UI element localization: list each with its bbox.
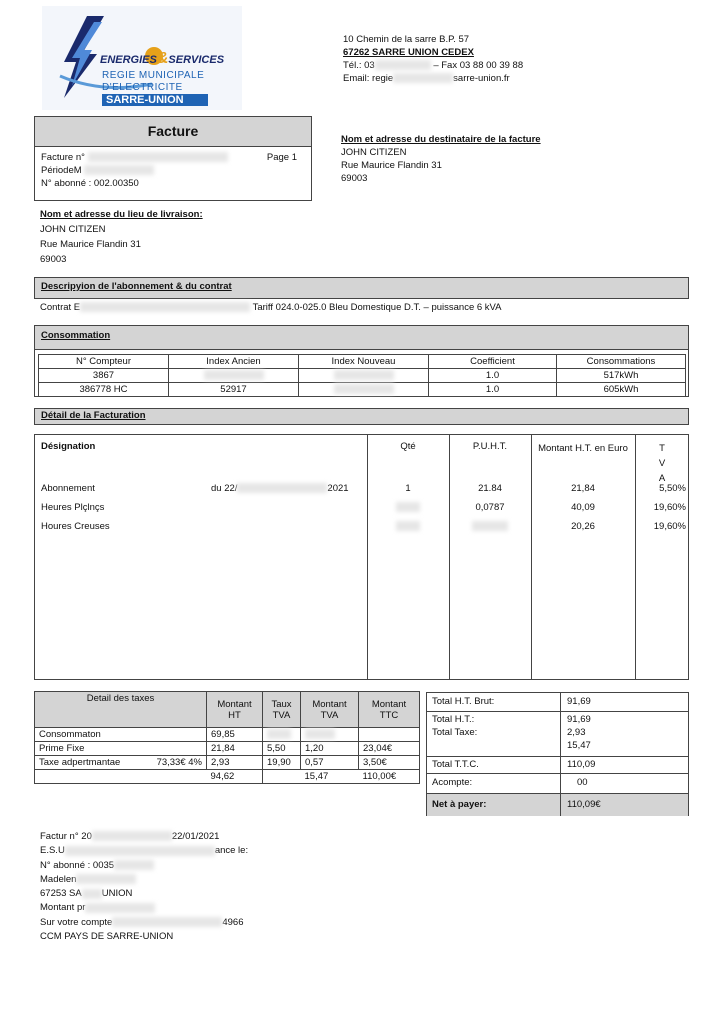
table-cell: 1.0 — [429, 383, 557, 397]
tax-ht: 21,84 — [207, 742, 263, 756]
tax-tva — [301, 728, 359, 742]
table-cell: 1.0 — [429, 369, 557, 383]
table-cell: 517kWh — [557, 369, 686, 383]
net-value: 110,09€ — [567, 799, 601, 810]
tax-label: Total Taxe: — [432, 727, 478, 738]
billing-heading: Détail de la Facturation — [34, 408, 689, 425]
invoice-info-box — [34, 116, 312, 201]
acompte-label: Acompte: — [432, 777, 473, 788]
billing-col-qte: Qté — [400, 441, 416, 452]
billing-col-puht: P.U.H.T. — [472, 441, 508, 452]
tax-header-row — [35, 692, 420, 728]
row-puht: 21.84 — [478, 483, 502, 494]
consumption-section — [34, 325, 689, 397]
tax-rate: 5,50 — [263, 742, 301, 756]
logo-amp: & — [156, 50, 169, 67]
tva-value: 15,47 — [567, 740, 591, 751]
table-cell — [299, 369, 429, 383]
subscriber-number: N° abonné : 002.00350 — [41, 178, 139, 189]
company-logo — [42, 6, 242, 110]
contract-heading: Descripyion de l'abonnement & du contrat — [34, 277, 689, 299]
row-montant: 21,84 — [571, 483, 595, 494]
consumption-table — [38, 354, 686, 397]
ttc-label: Total T.T.C. — [432, 759, 479, 770]
acompte-value: 00 — [577, 777, 588, 788]
row-label: Abonnement — [41, 483, 95, 494]
table-cell: 52917 — [169, 383, 299, 397]
billing-col-designation: Désignation — [41, 441, 96, 452]
slip-name: Madelen — [40, 873, 248, 887]
tax-label: Taxe adpertmantae 73,33€ 4% — [35, 756, 207, 770]
row-label: Heures Plçlnçs — [41, 502, 105, 513]
logo-line1: ENERGIES — [100, 54, 157, 66]
billing-col-montant: Montant H.T. en Euro — [538, 443, 628, 454]
ttc-value: 110,09 — [567, 759, 596, 770]
ht-value: 91,69 — [567, 714, 591, 725]
billing-col-tva: T V A — [658, 443, 666, 484]
page-number: Page 1 — [266, 152, 297, 163]
table-cell: 3867 — [39, 369, 169, 383]
delivery-heading: Nom et adresse du lieu de livraison: — [40, 209, 203, 220]
brut-value: 91,69 — [567, 696, 591, 707]
table-row — [39, 369, 686, 383]
tax-total-tva: 15,47 — [301, 770, 359, 784]
col-header: Index Nouveau — [299, 355, 429, 369]
tax-ttc: 3,50€ — [359, 756, 420, 770]
invoice-number: Facture n° — [41, 151, 305, 164]
consumption-header-row — [39, 355, 686, 369]
slip-amount: Montant pr — [40, 901, 248, 915]
tax-ht: 69,85 — [207, 728, 263, 742]
col-header: Consommations — [557, 355, 686, 369]
delivery-street: Rue Maurice Flandin 31 — [40, 239, 141, 250]
consumption-heading: Consommation — [35, 326, 688, 350]
totals-box — [426, 692, 689, 816]
slip-account: Sur votre compte 4966 — [40, 916, 244, 928]
issuer-email: Email: regie sarre-union.fr — [343, 73, 510, 84]
row-montant: 20,26 — [571, 521, 595, 532]
tax-total-row — [35, 770, 420, 784]
tax-rate: 19,90 — [263, 756, 301, 770]
table-row — [35, 742, 420, 756]
tax-ttc: 23,04€ — [359, 742, 420, 756]
issuer-city: 67262 SARRE UNION CEDEX — [343, 47, 474, 58]
row-label: Houres Creuses — [41, 521, 110, 532]
issuer-street: 10 Chemin de la sarre B.P. 57 — [343, 34, 470, 45]
tax-ttc — [359, 728, 420, 742]
row-tva: 19,60% — [653, 521, 686, 532]
logo-line1b: SERVICES — [168, 54, 225, 66]
table-row — [35, 521, 690, 537]
table-row — [35, 756, 420, 770]
tax-total-ttc: 110,00€ — [359, 770, 420, 784]
net-label: Net à payer: — [432, 799, 487, 810]
tax-ht: 2,93 — [207, 756, 263, 770]
tax-tva: 1,20 — [301, 742, 359, 756]
table-row — [35, 483, 690, 499]
tax-tva: 0,57 — [301, 756, 359, 770]
recipient-heading: Nom et adresse du destinataire de la facture — [341, 134, 541, 145]
row-puht: 0,0787 — [475, 502, 505, 513]
col-header: Coefficient — [429, 355, 557, 369]
tax-total-ht: 94,62 — [207, 770, 263, 784]
table-cell — [299, 383, 429, 397]
col-header: Detail des taxes — [35, 692, 207, 728]
table-row — [35, 728, 420, 742]
slip-invoice-number: Factur n° 20 22/01/2021 — [40, 831, 220, 842]
col-header: Index Ancien — [169, 355, 299, 369]
row-detail: du 22/ 2021 — [211, 483, 349, 494]
table-cell: 605kWh — [557, 383, 686, 397]
table-cell: 386778 HC — [39, 383, 169, 397]
slip-subscriber: N° abonné : 0035 — [40, 859, 248, 873]
col-header: Montant TVA — [301, 692, 359, 728]
recipient-address — [341, 133, 541, 185]
tax-label: Consommaton — [35, 728, 207, 742]
issuer-address — [343, 33, 523, 85]
recipient-name: JOHN CITIZEN — [341, 147, 407, 158]
col-header: N° Compteur — [39, 355, 169, 369]
tax-label: Prime Fixe — [35, 742, 207, 756]
col-header: Taux TVA — [263, 692, 301, 728]
slip-bank: CCM PAYS DE SARRE-UNION — [40, 931, 174, 943]
row-qte — [367, 521, 449, 532]
recipient-street: Rue Maurice Flandin 31 — [341, 160, 442, 171]
recipient-zip: 69003 — [341, 173, 368, 184]
row-qte: 1 — [405, 483, 411, 494]
logo-line4: SARRE-UNION — [102, 94, 208, 106]
table-cell — [169, 369, 299, 383]
col-header: Montant TTC — [359, 692, 420, 728]
contract-description: Contrat E Tariff 024.0-025.0 Bleu Domestique D.T. – puissance 6 kVA — [40, 302, 502, 313]
delivery-address — [40, 207, 203, 267]
row-puht — [449, 521, 531, 532]
ht-label: Total H.T.: — [432, 714, 475, 725]
payment-slip — [40, 830, 248, 944]
logo-line3: D'ELECTRICITE — [102, 82, 183, 93]
logo-line2: REGIE MUNICIPALE — [102, 70, 205, 81]
tax-rate — [263, 728, 301, 742]
tax-value: 2,93 — [567, 727, 586, 738]
invoice-title: Facture — [35, 117, 311, 147]
delivery-zip: 69003 — [40, 254, 67, 265]
col-header: Montant HT — [207, 692, 263, 728]
table-row — [35, 502, 690, 518]
tax-table — [34, 691, 420, 784]
table-row — [39, 383, 686, 397]
invoice-period: PériodeM — [41, 164, 305, 177]
slip-company: E.S.U ance le: — [40, 845, 249, 857]
billing-table — [34, 434, 689, 680]
delivery-name: JOHN CITIZEN — [40, 224, 106, 235]
slip-city: 67253 SA UNION — [40, 888, 133, 900]
row-montant: 40,09 — [571, 502, 595, 513]
row-qte — [367, 502, 449, 513]
issuer-phone: Tél.: 03 – Fax 03 88 00 39 88 — [343, 60, 524, 71]
row-tva: 19,60% — [653, 502, 686, 513]
brut-label: Total H.T. Brut: — [432, 696, 495, 707]
row-tva: 5,50% — [659, 483, 686, 494]
